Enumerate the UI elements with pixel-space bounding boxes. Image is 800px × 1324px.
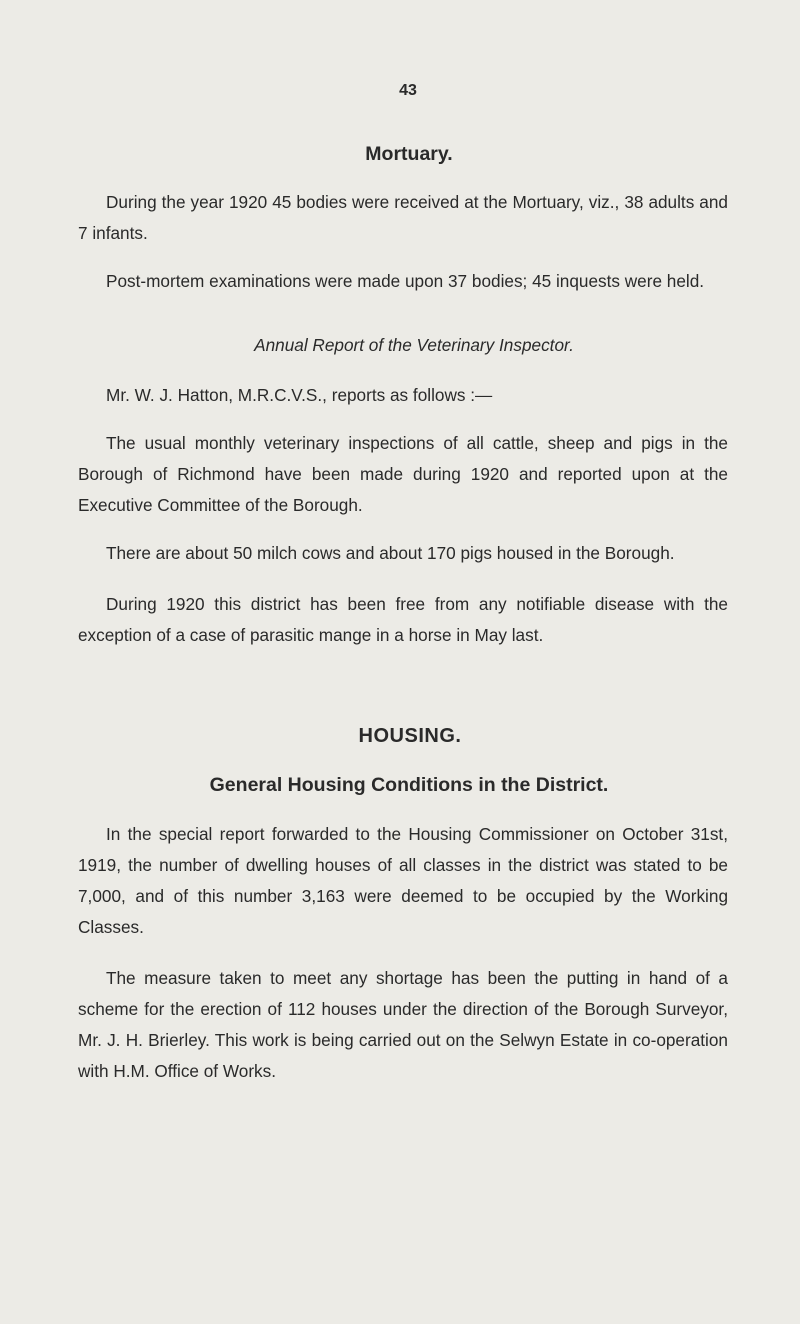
housing-paragraph-2: The measure taken to meet any shortage has been the putting in hand of a scheme for the erection of 112 houses under the direction of the Borough Surveyor, Mr. J. H. Brierley. This work is being carried out on the Selwyn Estate in co-operation with H.M. Office of Works. (78, 968, 728, 1081)
veterinary-paragraph-3: There are about 50 milch cows and about 170 pigs housed in the Borough. (106, 543, 675, 563)
veterinary-paragraph-4: During 1920 this district has been free from any notifiable disease with the exception of a case of parasitic mange in a horse in May last. (78, 594, 728, 645)
housing-heading: HOUSING. (358, 725, 462, 747)
housing-subheading: General Housing Conditions in the District. (209, 774, 609, 796)
veterinary-paragraph-2: The usual monthly veterinary inspections of all cattle, sheep and pigs in the Borough of Richmond have been made during 1920 and reported upon at the Executive Committee of the Borough. (78, 433, 728, 515)
mortuary-paragraph-2: Post-mortem examinations were made upon 37 bodies; 45 inquests were held. (106, 271, 705, 291)
veterinary-paragraph-1: Mr. W. J. Hatton, M.R.C.V.S., reports as follows :— (106, 385, 493, 405)
mortuary-heading: Mortuary. (365, 143, 453, 165)
page-number: 43 (399, 82, 417, 99)
veterinary-heading: Annual Report of the Veterinary Inspector. (254, 335, 574, 355)
housing-paragraph-1: In the special report forwarded to the Housing Commissioner on October 31st, 1919, the number of dwelling houses of all classes in the district was stated to be 7,000, and of this number 3,163 were deemed to be occupied by the Working Classes. (78, 824, 728, 937)
mortuary-paragraph-1: During the year 1920 45 bodies were received at the Mortuary, viz., 38 adults and 7 infants. (78, 192, 728, 243)
